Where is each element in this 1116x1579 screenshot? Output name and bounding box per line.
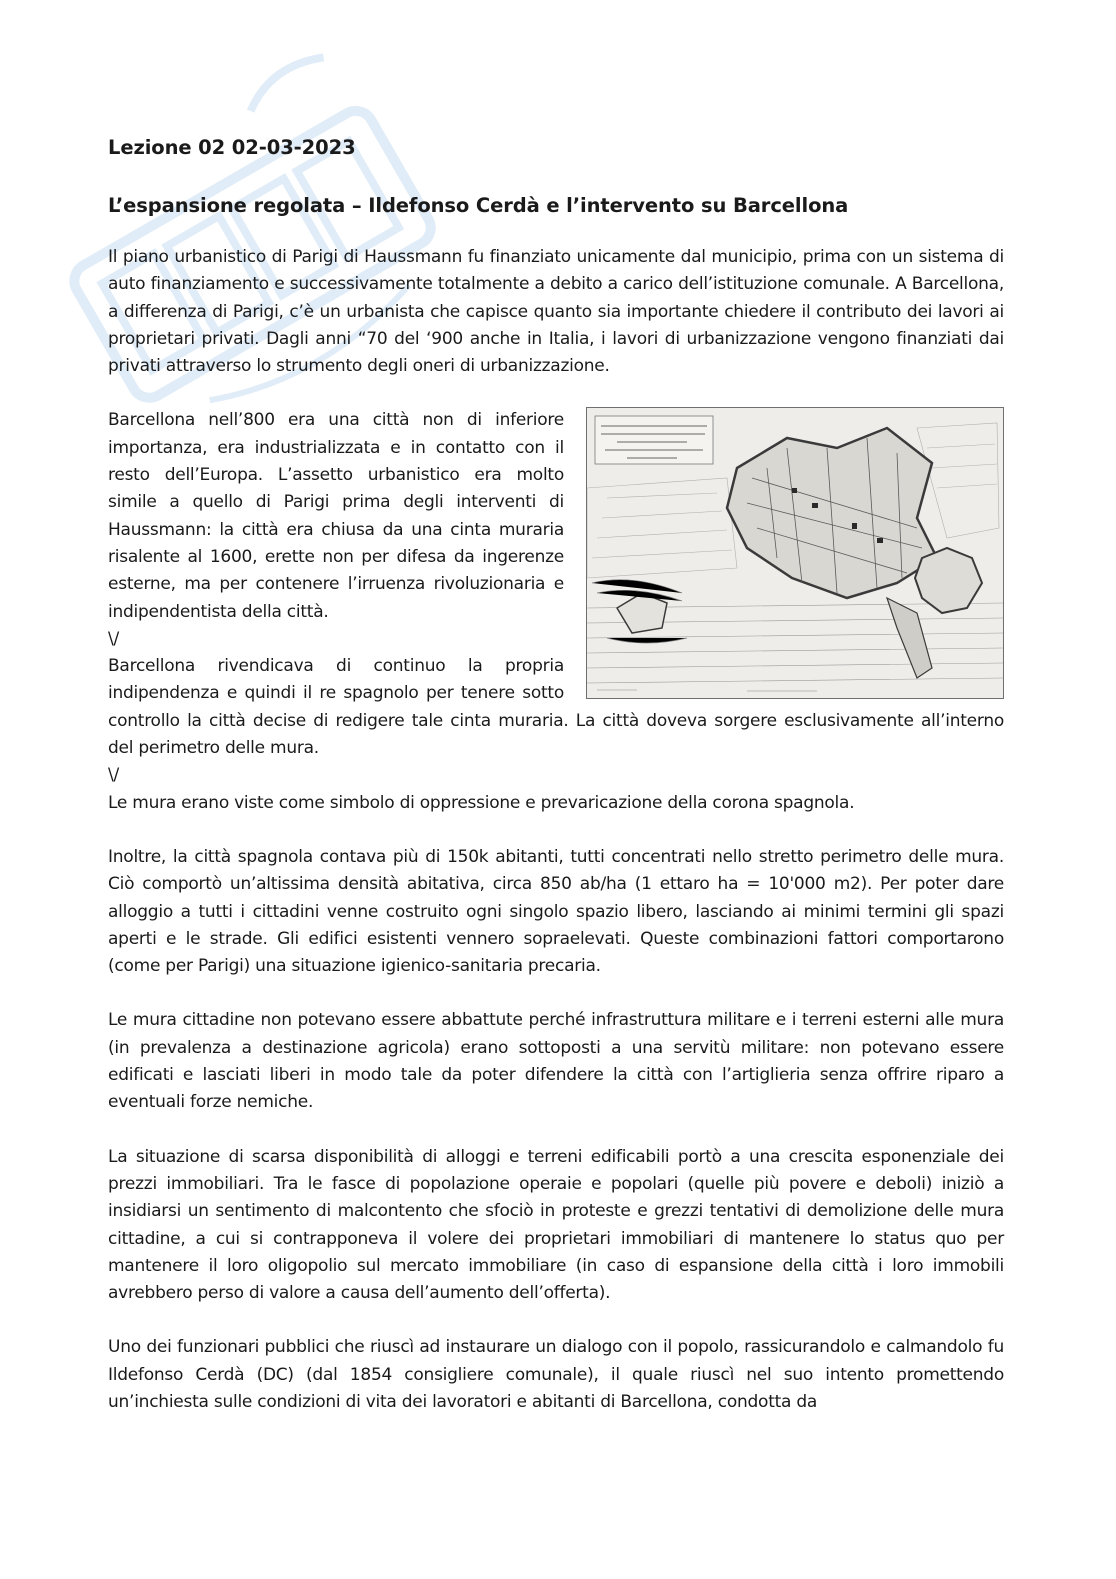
paragraph-barcelona-800: Barcellona nell’800 era una città non di inferiore importanza, era industrializzata e in contatto con il resto dell’Europa. L’assetto urbanistico era molto simile a quello di Parigi prima degli interventi di Haussmann: la città era chiusa da una cinta muraria risalente al 1600, erette non per difesa da ingerenze esterne, ma per contenere l’irruenza rivoluzionaria e indipendentista della città. [108, 410, 564, 622]
barcelona-historic-map [586, 407, 1004, 699]
paragraph-military: Le mura cittadine non potevano essere abbattute perché infrastruttura militare e i terreni esterni alle mura (in prevalenza a destinazione agricola) erano sottoposti a una servitù militare: non potevano essere edificati e lasciati liberi in modo tale da poter difendere la città con l’artiglieria senza offrire riparo a eventuali forze nemiche. [108, 1010, 1004, 1113]
paragraph-housing-prices: La situazione di scarsa disponibilità di alloggi e terreni edificabili portò a una crescita esponenziale dei prezzi immobiliari. Tra le fasce di popolazione operaie e popolari (quelle più povere e deboli) iniziò a insidiarsi un sentimento di malcontento che sfociò in proteste e grezzi tentativi di demolizione delle mura cittadine, a cui si contrapponeva il volere dei proprietari immobiliari di mantenere lo status quo per mantenere il loro oligopolio sul mercato immobiliare (in caso di espansione della città i loro immobili avrebbero perso di valore a causa dell’aumento dell’offerta). [108, 1146, 1004, 1304]
section-title: L’espansione regolata – Ildefonso Cerdà e l’intervento su Barcellona [108, 194, 849, 217]
document-page [108, 136, 1004, 1443]
map-drawing [587, 408, 1003, 698]
paragraph-density: Inoltre, la città spagnola contava più di 150k abitanti, tutti concentrati nello stretto perimetro delle mura. Ciò comportò un’altissima densità abitativa, circa 850 ab/ha (1 ettaro ha = 10'000 m2). Per poter dare alloggio a tutti i cittadini venne costruito ogni singolo spazio libero, lasciando ai minimi termini gli spazi aperti e le strade. Gli edifici esistenti vennero sopraelevati. Queste combinazioni fattori comportarono (come per Parigi) una situazione igienico-sanitaria precaria. [108, 846, 1004, 977]
paragraph-independence: Barcellona rivendicava di continuo la propria indipendenza e quindi il re spagnolo per tenere sotto controllo la città decise di redigere tale cinta muraria. La città doveva sorgere esclusivamente all’interno del perimetro delle mura. [108, 656, 1004, 759]
paragraph-walls-symbol: Le mura erano viste come simbolo di oppressione e prevaricazione della corona spagnola. [108, 792, 855, 813]
paragraph-financing: Il piano urbanistico di Parigi di Haussmann fu finanziato unicamente dal municipio, prima con un sistema di auto finanziamento e successivamente totalmente a debito a carico dell’istituzione comunale. A Barcellona, a differenza di Parigi, c’è un urbanista che capisce quanto sia importante chiedere il contributo dei lavori ai proprietari privati. Dagli anni “70 del ‘900 anche in Italia, i lavori di urbanizzazione vengono finanziati dai privati attraverso lo strumento degli oneri di urbanizzazione. [108, 247, 1004, 377]
arrow-connector: \/ [108, 628, 119, 649]
paragraph-cerda: Uno dei funzionari pubblici che riuscì ad instaurare un dialogo con il popolo, rassicurandolo e calmandolo fu Ildefonso Cerdà (DC) (dal 1854 consigliere comunale), il quale riuscì nel suo intento promettendo un’inchiesta sulle condizioni di vita dei lavoratori e abitanti di Barcellona, condotta da [108, 1337, 1004, 1412]
arrow-connector: \/ [108, 765, 119, 786]
lesson-title: Lezione 02 02-03-2023 [108, 136, 356, 159]
